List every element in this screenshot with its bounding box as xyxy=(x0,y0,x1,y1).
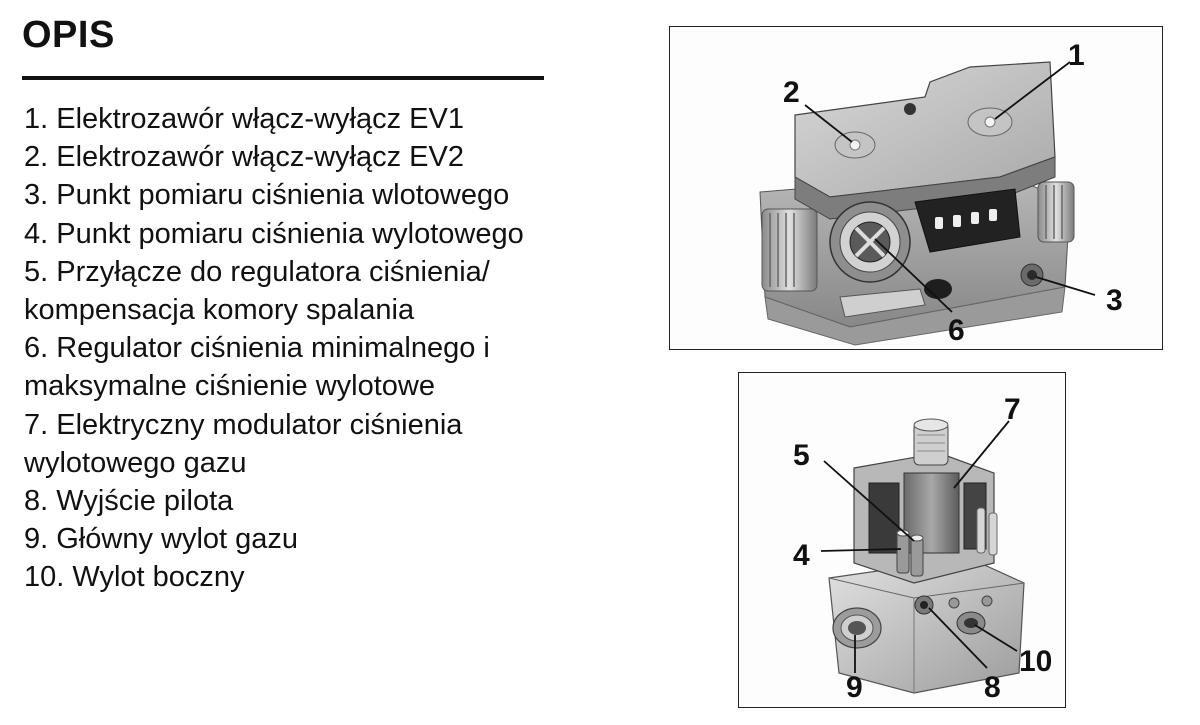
callout-label-10: 10 xyxy=(1019,645,1053,678)
legend-item-text-continued: maksymalne ciśnienie wylotowe xyxy=(24,370,435,403)
legend-item-text: 7. Elektryczny modulator ciśnienia xyxy=(24,408,463,441)
legend-item-text: 4. Punkt pomiaru ciśnienia wylotowego xyxy=(24,217,524,250)
legend-item xyxy=(24,253,624,329)
legend-item xyxy=(24,329,624,405)
legend-item xyxy=(24,138,624,176)
pressure-regulator xyxy=(830,202,910,282)
title-underline xyxy=(22,76,544,80)
legend-item-text: 10. Wylot boczny xyxy=(24,561,245,594)
legend-item xyxy=(24,406,624,482)
legend-item-text: 5. Przyłącze do regulatora ciśnienia/ xyxy=(24,255,490,288)
legend-item-text-continued: wylotowego gazu xyxy=(24,446,247,479)
callout-label-9: 9 xyxy=(846,671,863,704)
valve-side-view-figure xyxy=(738,372,1066,708)
legend-item-text: 3. Punkt pomiaru ciśnienia wlotowego xyxy=(24,179,510,212)
legend-item xyxy=(24,176,624,214)
valve-top-view-drawing xyxy=(670,27,1162,349)
valve-top-view-figure xyxy=(669,26,1163,350)
callout-label-6: 6 xyxy=(948,314,965,347)
legend-item xyxy=(24,100,624,138)
component-legend xyxy=(24,100,624,597)
valve-side-view-drawing xyxy=(739,373,1065,707)
callout-label-7: 7 xyxy=(1004,393,1021,426)
callout-label-1: 1 xyxy=(1068,39,1085,72)
main-gas-outlet xyxy=(833,608,881,648)
pilot-outlet xyxy=(915,596,933,614)
legend-item xyxy=(24,558,624,596)
callout-label-3: 3 xyxy=(1106,284,1123,317)
callout-label-8: 8 xyxy=(984,671,1001,704)
callout-label-4: 4 xyxy=(793,539,810,572)
legend-item-text: 1. Elektrozawór włącz-wyłącz EV1 xyxy=(24,103,464,135)
outlet-connector xyxy=(1038,182,1074,242)
legend-item-text: 9. Główny wylot gazu xyxy=(24,523,299,556)
legend-item-text: 8. Wyjście pilota xyxy=(24,485,234,518)
ev2-solenoid-point xyxy=(835,132,875,158)
legend-item-text: 2. Elektrozawór włącz-wyłącz EV2 xyxy=(24,141,464,174)
outlet-pressure-test-point xyxy=(897,530,909,573)
legend-item-text-continued: kompensacja komory spalania xyxy=(24,294,415,327)
legend-item xyxy=(24,215,624,253)
combustion-chamber-connection xyxy=(911,535,923,576)
page-title: OPIS xyxy=(22,14,115,56)
callout-label-5: 5 xyxy=(793,439,810,472)
inlet-connector xyxy=(762,209,817,291)
inlet-pressure-test-point xyxy=(1021,264,1043,286)
side-outlet xyxy=(957,612,985,634)
legend-item xyxy=(24,520,624,558)
legend-item xyxy=(24,482,624,520)
legend-item-text: 6. Regulator ciśnienia minimalnego i xyxy=(24,332,490,365)
electric-modulator xyxy=(904,419,959,553)
callout-label-2: 2 xyxy=(783,76,800,109)
